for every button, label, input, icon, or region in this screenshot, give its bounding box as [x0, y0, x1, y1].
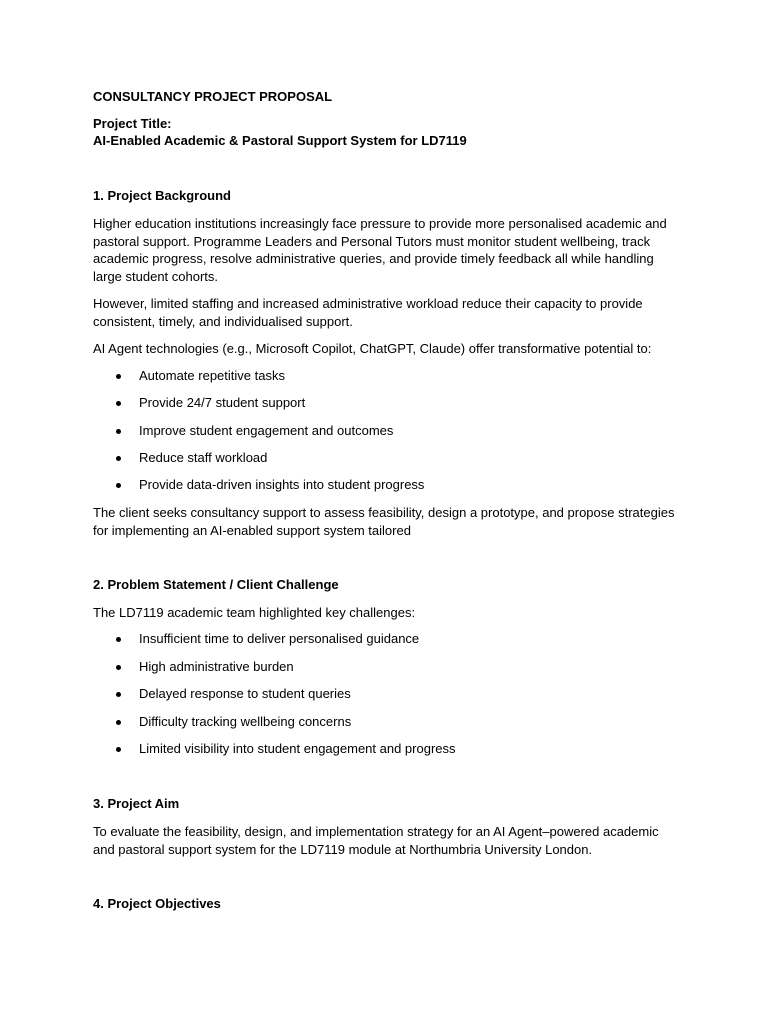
list-item: Delayed response to student queries: [139, 686, 351, 701]
document-heading: CONSULTANCY PROJECT PROPOSAL: [93, 89, 333, 104]
list-item: Automate repetitive tasks: [139, 368, 285, 383]
background-paragraph-4: The client seeks consultancy support to assess feasibility, design a prototype, and propose strategies for implementing an AI-enabled support system tailored: [93, 505, 675, 538]
section-2-title: 2. Problem Statement / Client Challenge: [93, 577, 339, 592]
project-title-label: Project Title:: [93, 116, 172, 131]
background-paragraph-2: However, limited staffing and increased administrative workload reduce their capacity to provide consistent, timely, and individualised support.: [93, 296, 643, 329]
aim-paragraph: To evaluate the feasibility, design, and implementation strategy for an AI Agent–powered academic and pastoral support system for the LD7119 module at Northumbria University London.: [93, 824, 659, 857]
list-item: Provide 24/7 student support: [139, 395, 306, 410]
background-paragraph-3: AI Agent technologies (e.g., Microsoft Copilot, ChatGPT, Claude) offer transformative potential to:: [93, 341, 652, 356]
list-item: Insufficient time to deliver personalised guidance: [139, 631, 420, 646]
section-1-title: 1. Project Background: [93, 188, 231, 203]
bullet-icon: [116, 401, 121, 406]
list-item: Difficulty tracking wellbeing concerns: [139, 714, 352, 729]
bullet-icon: [116, 456, 121, 461]
bullet-icon: [116, 483, 121, 488]
bullet-icon: [116, 720, 121, 725]
bullet-icon: [116, 429, 121, 434]
bullet-icon: [116, 692, 121, 697]
section-4-title: 4. Project Objectives: [93, 896, 221, 911]
bullet-icon: [116, 374, 121, 379]
bullet-icon: [116, 637, 121, 642]
list-item: Provide data-driven insights into student progress: [139, 477, 425, 492]
challenges-intro: The LD7119 academic team highlighted key challenges:: [93, 605, 416, 620]
list-item: Limited visibility into student engagement and progress: [139, 741, 456, 756]
background-paragraph-1: Higher education institutions increasingly face pressure to provide more personalised academic and pastoral support. Programme Leaders and Personal Tutors must monitor student wellbeing, track academic progress, resolve administrative queries, and provide timely feedback all while handling large student cohorts.: [93, 216, 667, 284]
list-item: High administrative burden: [139, 659, 294, 674]
bullet-icon: [116, 665, 121, 670]
list-item: Improve student engagement and outcomes: [139, 423, 394, 438]
list-item: Reduce staff workload: [139, 450, 268, 465]
bullet-icon: [116, 747, 121, 752]
section-3-title: 3. Project Aim: [93, 796, 180, 811]
project-title: AI-Enabled Academic & Pastoral Support System for LD7119: [93, 133, 467, 148]
